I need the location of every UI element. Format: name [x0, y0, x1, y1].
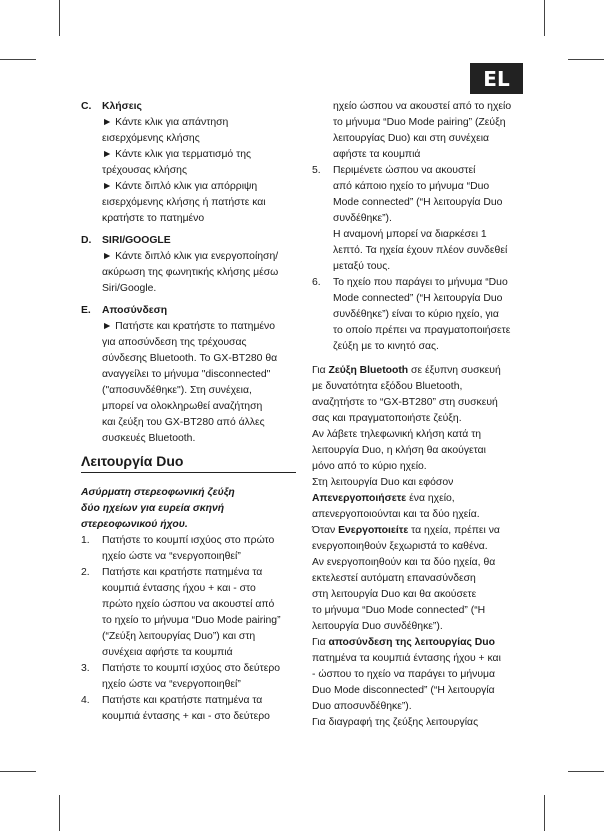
item-number: 4. — [81, 695, 90, 706]
text-line: συσκευές Bluetooth. — [102, 433, 196, 444]
duo-subtitle — [81, 485, 296, 533]
crop-mark — [568, 771, 604, 772]
text-line: ηχείο ώσπου να ακουστεί από το ηχείο — [333, 101, 512, 112]
text-line: το ηχείο το μήνυμα “Duo Mode pairing” — [102, 615, 281, 626]
paragraph-line: Για αποσύνδεση της λειτουργίας Duo — [312, 637, 495, 648]
text-line: κουμπιά έντασης ήχου + και - στο — [102, 583, 256, 594]
text-line: δύο ηχείων για ευρεία σκηνή — [81, 503, 225, 514]
item-number: 2. — [81, 567, 90, 578]
crop-mark — [0, 59, 36, 60]
text-line: στη λειτουργία Duo και θα ακούσετε — [312, 589, 477, 600]
crop-mark — [544, 0, 545, 36]
crop-mark — [59, 795, 60, 831]
text-line: λειτουργία Duo συνδέθηκε”). — [312, 621, 443, 632]
step-continuation — [312, 99, 522, 163]
text-line: στερεοφωνικού ήχου. — [81, 519, 188, 530]
text-line: συνέχεια αφήστε τα κουμπιά — [102, 647, 233, 658]
text-line: ενεργοποιηθούν ξεχωριστά το καθένα. — [312, 541, 488, 552]
text-line: Στη λειτουργία Duo και εφόσον — [312, 477, 454, 488]
crop-mark — [0, 771, 36, 772]
duo-steps-left — [81, 533, 296, 725]
text-line: ► Κάντε κλικ για απάντηση — [102, 117, 229, 128]
text-line: ηχείο ώστε να “ενεργοποιηθεί” — [102, 551, 241, 562]
crop-mark — [59, 0, 60, 36]
text-line: το μήνυμα “Duo Mode pairing” (Ζεύξη — [333, 117, 506, 128]
text-line: πρώτο ηχείο ώσπου να ακουστεί από — [102, 599, 275, 610]
text-line: κουμπιά έντασης + και - στο δεύτερο — [102, 711, 270, 722]
paragraph-line: Για Ζεύξη Bluetooth σε έξυπνη συσκευή — [312, 365, 501, 376]
crop-mark — [568, 59, 604, 60]
text-line: Το ηχείο που παράγει το μήνυμα “Duo — [333, 277, 508, 288]
section-disconnect — [81, 303, 296, 447]
item-number: 3. — [81, 663, 90, 674]
text-line: πατημένα τα κουμπιά έντασης ήχου + και — [312, 653, 501, 664]
text-line: από κάποιο ηχείο το μήνυμα “Duo — [333, 181, 490, 192]
list-item — [312, 275, 522, 355]
text-line: αφήστε τα κουμπιά — [333, 149, 421, 160]
text-line: εκτελεστεί αυτόματη επανασύνδεση — [312, 573, 476, 584]
section-letter: E. — [81, 305, 91, 316]
text-line: με δυνατότητα εξόδου Bluetooth, — [312, 381, 463, 392]
text-line: ► Κάντε κλικ για τερματισμό της — [102, 149, 251, 160]
text-line: αναγγείλει το μήνυμα "disconnected" — [102, 369, 271, 380]
text-line: το μήνυμα “Duo Mode connected” (“Η — [312, 605, 486, 616]
right-column — [312, 99, 522, 731]
item-number: 6. — [312, 277, 321, 288]
text-line: ζεύξη με το κινητό σας. — [333, 341, 439, 352]
text-line: εισερχόμενης κλήσης ή πατήστε και — [102, 197, 266, 208]
text-line: τρέχουσας κλήσης — [102, 165, 187, 176]
text-line: - ώσπου το ηχείο να παράγει το μήνυμα — [312, 669, 496, 680]
text-line: Πατήστε το κουμπί ισχύος στο πρώτο — [102, 535, 275, 546]
text-line: μπορεί να ολοκληρωθεί αναζήτηση — [102, 401, 263, 412]
text-line: για αποσύνδεση της τρέχουσας — [102, 337, 247, 348]
text-line: Mode connected” (“Η λειτουργία Duo — [333, 293, 503, 304]
section-title: Αποσύνδεση — [102, 305, 168, 316]
duo-steps-right — [312, 163, 522, 355]
text-line: κρατήστε το πατημένο — [102, 213, 205, 224]
list-item — [312, 163, 522, 275]
text-line: σας και πραγματοποιήστε ζεύξη. — [312, 413, 462, 424]
section-letter: C. — [81, 101, 92, 112]
text-line: Πατήστε το κουμπί ισχύος στο δεύτερο — [102, 663, 281, 674]
list-item — [81, 565, 296, 661]
item-number: 5. — [312, 165, 321, 176]
list-item — [81, 693, 296, 725]
text-line: συνδέθηκε”) είναι το κύριο ηχείο, για — [333, 309, 499, 320]
text-line: ► Κάντε διπλό κλικ για ενεργοποίηση/ — [102, 251, 279, 262]
text-line: το οποίο πρέπει να πραγματοποιήσετε — [333, 325, 511, 336]
text-line: Mode connected” (“Η λειτουργία Duo — [333, 197, 503, 208]
text-line: και ζεύξη του GX-BT280 από άλλες — [102, 417, 265, 428]
text-line: Siri/Google. — [102, 283, 157, 294]
text-line: ηχείο ώστε να “ενεργοποιηθεί” — [102, 679, 241, 690]
text-line: Η αναμονή μπορεί να διαρκέσει 1 — [333, 229, 487, 240]
text-line: Αν ενεργοποιηθούν και τα δύο ηχεία, θα — [312, 557, 496, 568]
text-line: Ασύρματη στερεοφωνική ζεύξη — [81, 487, 235, 498]
text-line: λειτουργίας Duo) και στη συνέχεια — [333, 133, 490, 144]
text-line: Duo Mode disconnected” (“Η λειτουργία — [312, 685, 495, 696]
text-line: απενεργοποιούνται και τα δύο ηχεία. — [312, 509, 480, 520]
paragraph-line: Όταν Ενεργοποιείτε τα ηχεία, πρέπει να — [312, 525, 500, 536]
text-line: εισερχόμενης κλήσης — [102, 133, 200, 144]
text-line: σύνδεσης Bluetooth. Το GX-BT280 θα — [102, 353, 278, 364]
section-letter: D. — [81, 235, 92, 246]
section-siri — [81, 233, 296, 297]
item-number: 1. — [81, 535, 90, 546]
duo-heading: Λειτουργία Duo — [81, 453, 296, 473]
text-line: αναζητήστε το “GX-BT280” στη συσκευή — [312, 397, 498, 408]
text-line: Πατήστε και κρατήστε πατημένα τα — [102, 695, 263, 706]
text-line: Πατήστε και κρατήστε πατημένα τα — [102, 567, 263, 578]
list-item — [81, 533, 296, 565]
text-line: ► Κάντε διπλό κλικ για απόρριψη — [102, 181, 258, 192]
list-item — [81, 661, 296, 693]
section-title: Κλήσεις — [102, 101, 142, 112]
text-line: συνδέθηκε”). — [333, 213, 392, 224]
text-line: Αν λάβετε τηλεφωνική κλήση κατά τη — [312, 429, 482, 440]
text-line: μόνο από το κύριο ηχείο. — [312, 461, 427, 472]
text-line: ► Πατήστε και κρατήστε το πατημένο — [102, 321, 276, 332]
section-calls — [81, 99, 296, 227]
left-column — [81, 99, 296, 725]
text-line: Duo αποσυνδέθηκε”). — [312, 701, 412, 712]
text-line: ("αποσυνδέθηκε"). Στη συνέχεια, — [102, 385, 252, 396]
text-line: (“Ζεύξη λειτουργίας Duo”) και στη — [102, 631, 256, 642]
text-line: Για διαγραφή της ζεύξης λειτουργίας — [312, 717, 479, 728]
crop-mark — [544, 795, 545, 831]
section-title: SIRI/GOOGLE — [102, 235, 171, 246]
language-badge: EL — [470, 63, 523, 94]
paragraph-line: Απενεργοποιήσετε ένα ηχείο, — [312, 493, 455, 504]
text-line: λεπτό. Τα ηχεία έχουν πλέον συνδεθεί — [333, 245, 508, 256]
text-line: ακύρωση της φωνητικής κλήσης μέσω — [102, 267, 279, 278]
text-line: λειτουργία Duo, η κλήση θα ακούγεται — [312, 445, 486, 456]
text-line: Περιμένετε ώσπου να ακουστεί — [333, 165, 476, 176]
text-line: μεταξύ τους. — [333, 261, 391, 272]
